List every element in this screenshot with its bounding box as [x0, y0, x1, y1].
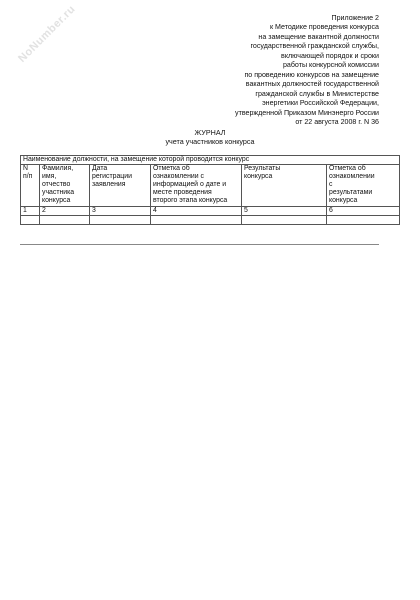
journal-title: ЖУРНАЛ — [194, 128, 226, 137]
column-header-cell: Результаты конкурса — [242, 165, 327, 206]
appendix-line: к Методике проведения конкурса — [269, 23, 379, 32]
empty-cell — [40, 215, 90, 224]
column-number-cell: 5 — [242, 206, 327, 215]
watermark: NoNumber.ru — [16, 3, 78, 65]
column-number-cell: 6 — [327, 206, 400, 215]
journal-heading — [0, 128, 420, 146]
empty-cell — [151, 215, 242, 224]
appendix-line: Приложение 2 — [331, 14, 379, 22]
column-number-cell: 4 — [151, 206, 242, 215]
empty-cell — [242, 215, 327, 224]
empty-cell — [21, 215, 40, 224]
appendix-line: энергетики Российской Федерации, — [262, 99, 379, 108]
column-number-row — [21, 206, 400, 215]
appendix-line: включающей порядок и сроки — [281, 51, 379, 60]
column-number-cell: 1 — [21, 206, 40, 215]
empty-cell — [327, 215, 400, 224]
column-number-cell: 2 — [40, 206, 90, 215]
participants-log-table — [20, 155, 400, 225]
appendix-line: от 22 августа 2008 г. N 36 — [295, 117, 379, 126]
appendix-block — [179, 14, 379, 127]
column-header-cell: Дата регистрации заявления — [90, 165, 151, 206]
position-header-row — [21, 156, 400, 165]
appendix-line: по проведению конкурсов на замещение — [244, 70, 379, 79]
column-header-row — [21, 165, 400, 206]
divider-line — [20, 244, 379, 245]
empty-cell — [90, 215, 151, 224]
appendix-line: работы конкурсной комиссии — [282, 61, 379, 70]
appendix-line: на замещение вакантной должности — [258, 32, 379, 41]
appendix-line: гражданской службы в Министерстве — [255, 89, 379, 98]
appendix-line: утвержденной Приказом Минэнерго России — [235, 108, 379, 117]
column-header-cell: Отметка об ознакомлении с результатами конкурса — [327, 165, 400, 206]
column-header-cell: Фамилия, имя, отчество участника конкурса — [40, 165, 90, 206]
position-header-cell: Наименование должности, на замещение которой проводится конкурс — [21, 156, 400, 165]
column-number-cell: 3 — [90, 206, 151, 215]
appendix-line: государственной гражданской службы, — [250, 42, 379, 51]
column-header-cell: Отметка об ознакомлении с информацией о дате и месте проведения второго этапа конкурса — [151, 165, 242, 206]
empty-entry-row — [21, 215, 400, 224]
appendix-line: вакантных должностей государственной — [245, 80, 379, 89]
journal-subtitle: учета участников конкурса — [165, 137, 255, 146]
column-header-cell: N п/п — [21, 165, 40, 206]
